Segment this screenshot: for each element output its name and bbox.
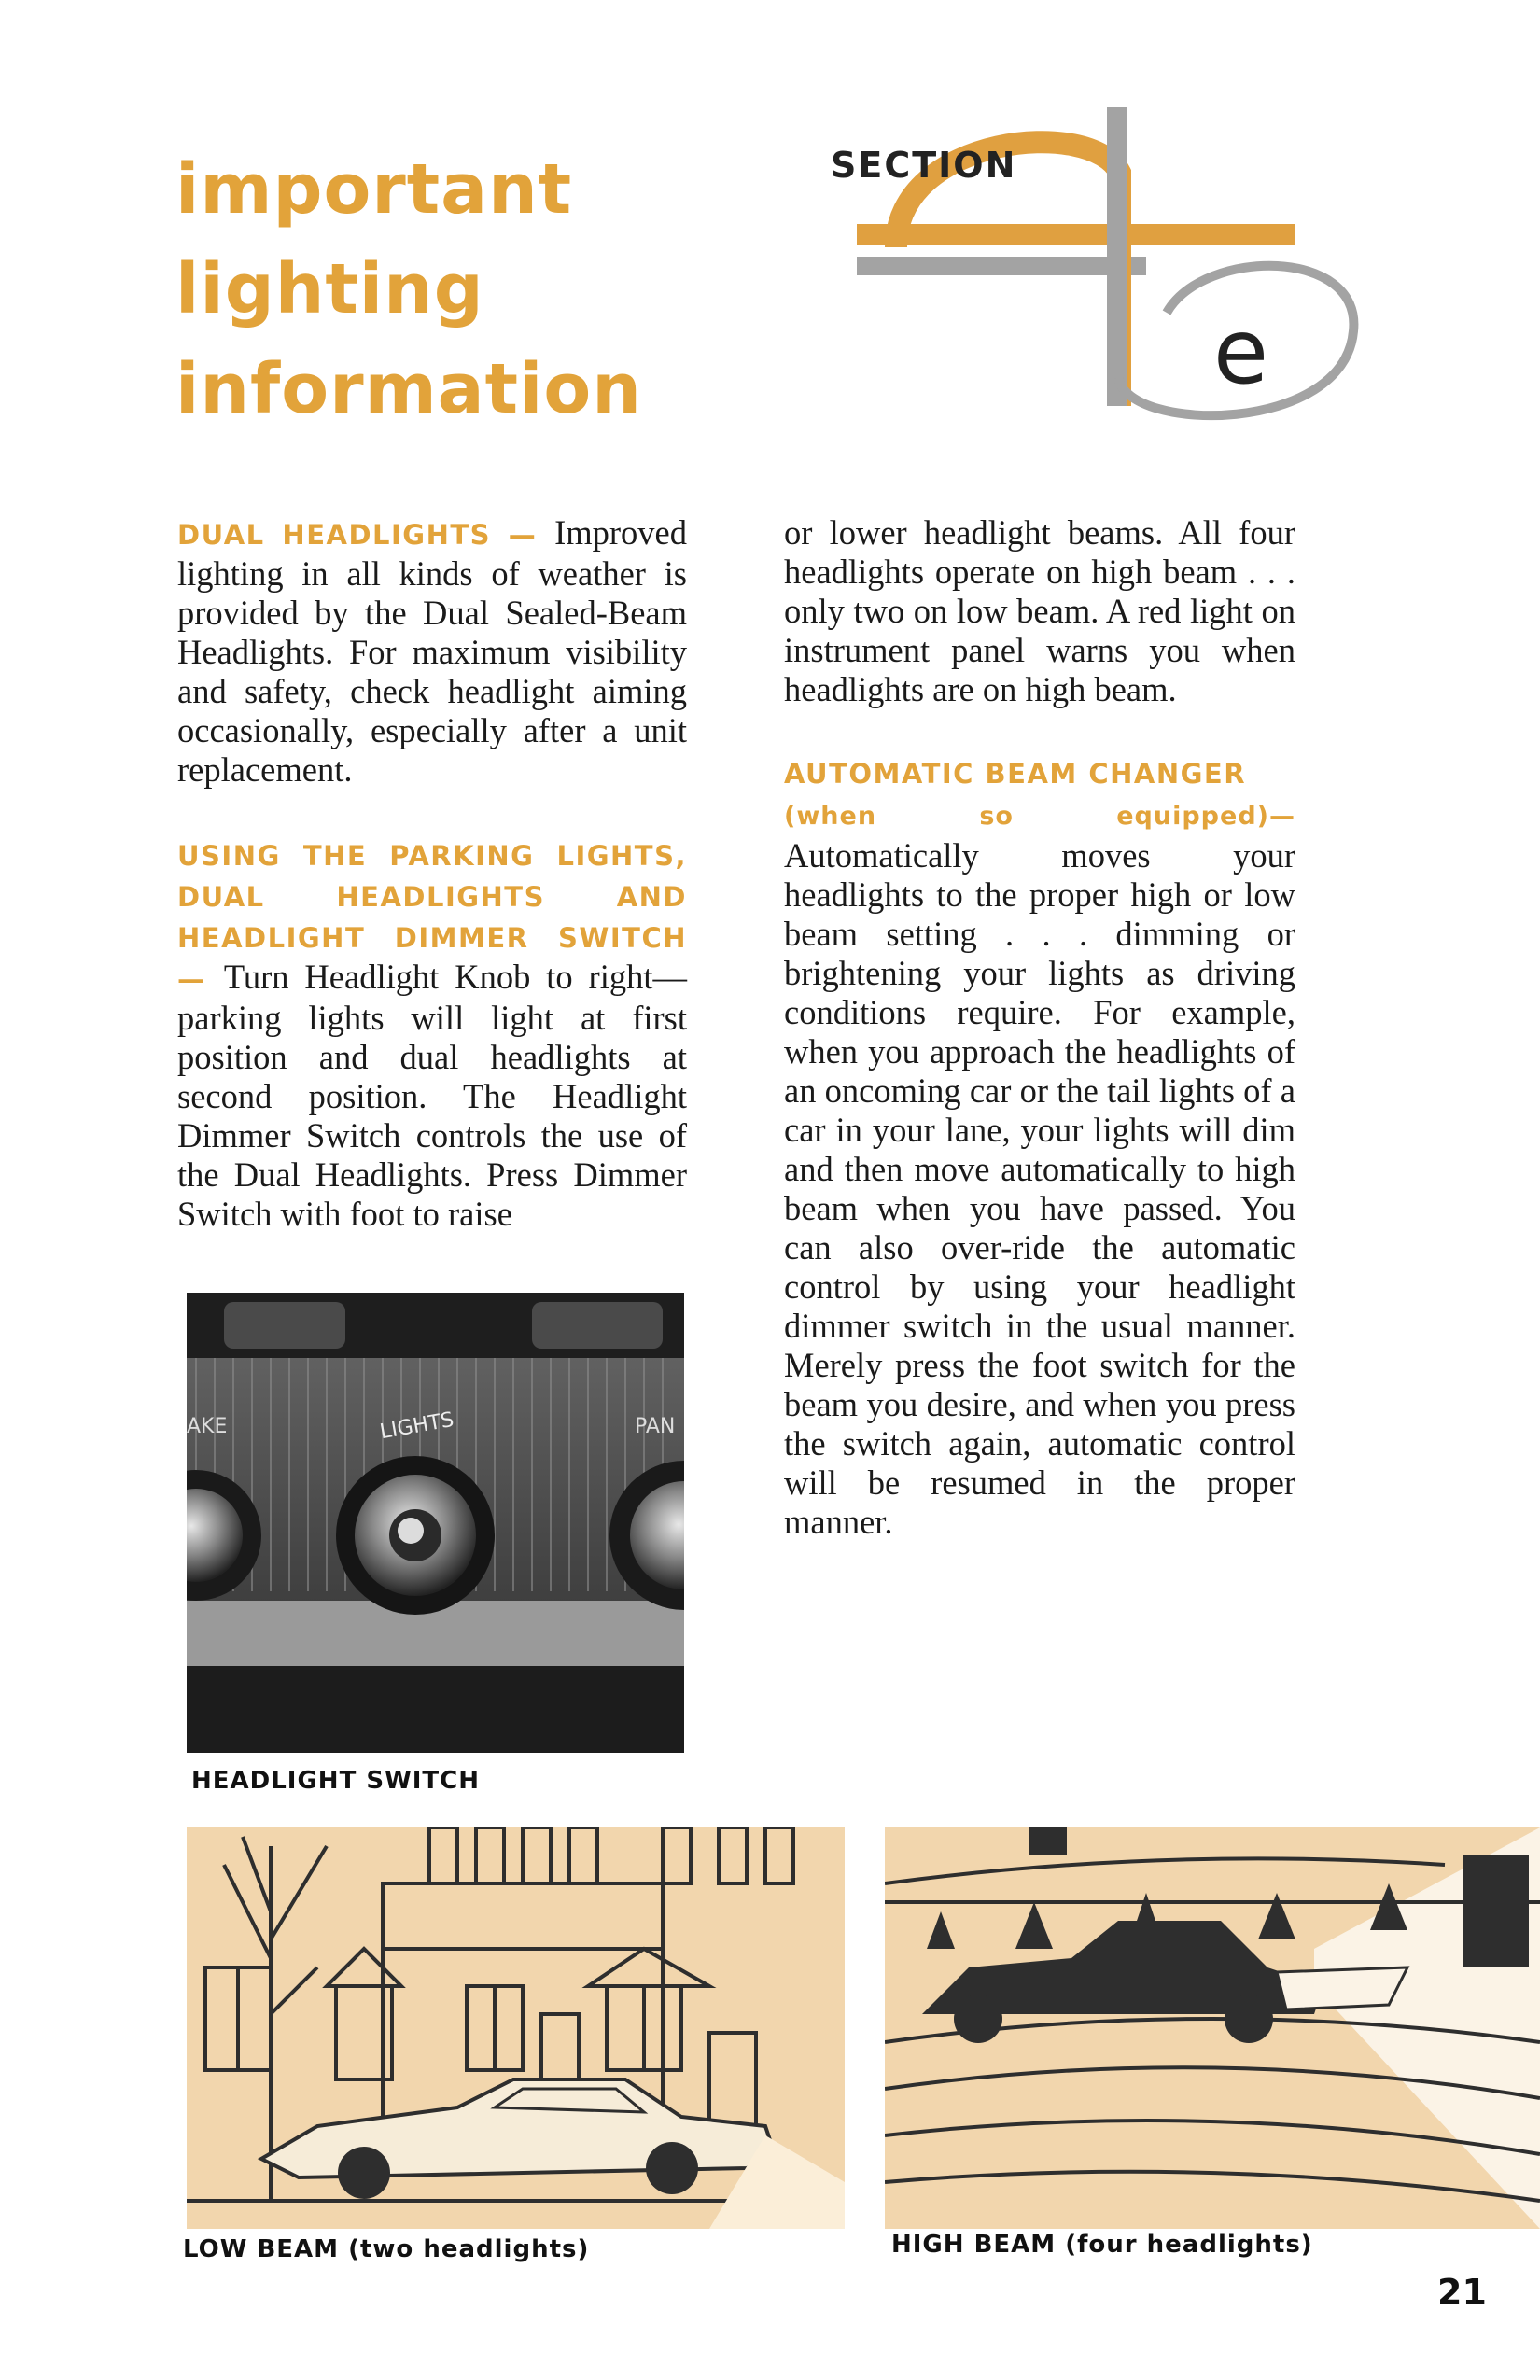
emblem-gray-stem <box>1107 107 1127 406</box>
photo-label-lights: LIGHTS <box>378 1407 456 1445</box>
right-column <box>784 513 1295 1587</box>
continued-paragraph: or lower headlight beams. All four headlights operate on high beam . . . only two on low beam. A red light on instrument panel warns you when headlights are on high beam. <box>784 513 1295 708</box>
title-line-1: important <box>175 149 573 230</box>
low-beam-scene <box>187 1827 845 2229</box>
parking-lights-text: Turn Headlight Knob to right—parking lights will light at first position and dual headlights at second position. The Headlight Dimmer Switch controls the use of the Dual Headlights. Press Dimmer Switch with foot to raise <box>177 958 687 1233</box>
low-beam-caption: LOW BEAM (two headlights) <box>183 2235 590 2263</box>
photo-label-right: PAN <box>635 1415 676 1438</box>
section-label: SECTION <box>831 145 1017 186</box>
title-line-3: information <box>175 349 642 429</box>
low-beam-illustration <box>187 1827 845 2229</box>
photo-caption: HEADLIGHT SWITCH <box>191 1767 481 1795</box>
emblem-gray-bar <box>857 257 1146 275</box>
dual-headlights-paragraph <box>177 513 687 790</box>
photo-label-left: AKE <box>187 1415 228 1438</box>
high-beam-illustration <box>885 1827 1540 2229</box>
page-number: 21 <box>1437 2272 1487 2313</box>
beam-changer-heading: AUTOMATIC BEAM CHANGER <box>784 758 1247 790</box>
parking-lights-heading: USING THE PARKING LIGHTS, DUAL HEADLIGHTS AND HEADLIGHT DIMMER SWITCH — <box>177 840 687 995</box>
dual-headlights-heading: DUAL HEADLIGHTS — <box>177 519 555 551</box>
section-letter: e <box>1213 300 1269 404</box>
high-beam-scene <box>885 1827 1540 2229</box>
dashboard-image <box>187 1293 684 1753</box>
parking-lights-paragraph <box>177 834 687 1234</box>
section-emblem <box>812 98 1372 453</box>
left-column <box>177 513 687 1279</box>
headlight-switch-photo <box>187 1293 684 1753</box>
title-line-2: lighting <box>175 249 484 329</box>
emblem-orange-bar <box>857 224 1295 245</box>
dual-headlights-text: Improved lighting in all kinds of weather is provided by the Dual Sealed-Beam Headlights. For maximum visibility and safety, check headlight aiming occasionally, especially after a unit replacement. <box>177 513 687 789</box>
beam-changer-subheading: (when so equipped)— <box>784 802 1295 831</box>
page-title <box>175 140 698 440</box>
beam-changer-text: Automatically moves your headlights to the proper high or low beam setting . . . dimming or brightening your lights as driving conditions require. For example, when you approach the headlights of an oncoming car or the tail lights of a car in your lane, your lights will dim and then move automatically to high beam when you have passed. You can also over-ride the automatic control by using your headlight dimmer switch in the usual manner. Merely press the foot switch for the beam you desire, and when you press the switch again, automatic control will be resumed in the proper manner. <box>784 836 1295 1541</box>
low-beam-car <box>261 2079 775 2177</box>
beam-changer-paragraph <box>784 754 1295 1542</box>
high-beam-caption: HIGH BEAM (four headlights) <box>891 2231 1313 2259</box>
